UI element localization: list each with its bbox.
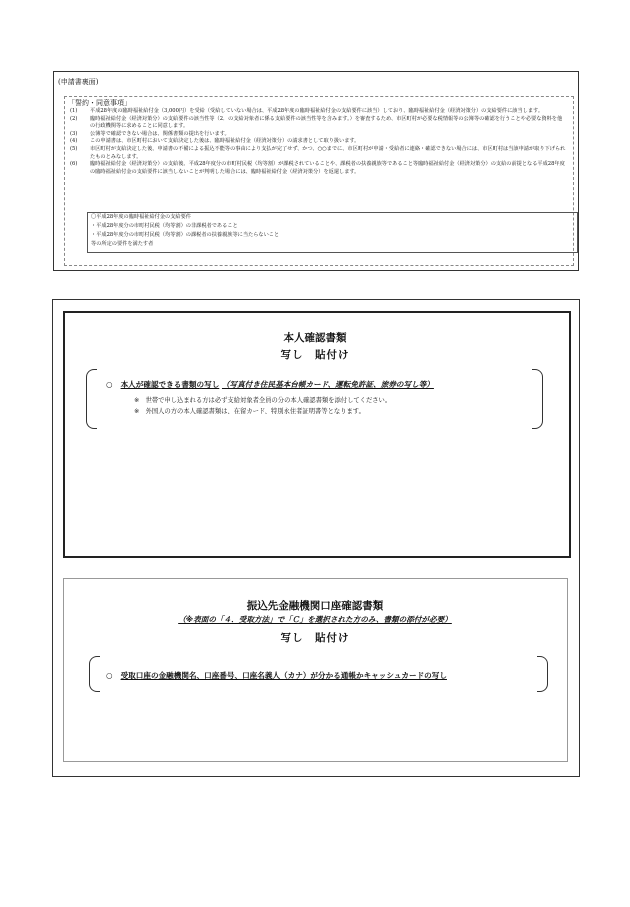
pledge-item-text: 公簿等で確認できない場合は、関係書類の提出を行います。: [90, 130, 230, 137]
bank-document-description: 受取口座の金融機関名、口座番号、口座名義人（カナ）が分かる通帳かキャッシュカードの写し: [120, 671, 447, 680]
condition-line: ・平成28年度分の市町村民税（均等割）の課税者の扶養親族等に当たらないこと: [91, 232, 280, 238]
id-document-examples: （写真付き住民基本台帳カード、運転免許証、旅券の写し等）: [221, 380, 434, 389]
bullet-circle-icon: ○: [106, 380, 113, 389]
bank-document-requirement: [106, 670, 447, 681]
left-bracket: [86, 369, 97, 429]
pledge-item-text: 臨時福祉給付金（経済対策分）の支給要件の該当性等（2．の支給対象者に係る支給要件の該当性等を含みます。）を審査するため、市区町村が必要な税情報等の公簿等の確認を行うことや必要な資料を他の行政機関等に求めることに同意します。: [90, 115, 563, 130]
bank-document-condition: [0, 614, 630, 625]
pledge-list: [70, 108, 566, 176]
pledge-item-number: (5): [70, 145, 78, 152]
form-back-caption: (申請書裏面): [58, 78, 99, 86]
right-bracket: [532, 369, 543, 429]
bullet-circle-icon: ○: [106, 671, 113, 680]
bank-document-title: 振込先金融機関口座確認書類: [246, 600, 384, 612]
pledge-item: [70, 161, 566, 176]
right-bracket: [537, 656, 548, 692]
pledge-item: [70, 116, 566, 131]
pledge-item-text: この申請書は、市区町村において支給決定した後は、臨時福祉給付金（経済対策分）の請求書として取り扱います。: [90, 138, 360, 145]
pledge-item-number: (2): [70, 115, 78, 122]
id-document-label: 本人が確認できる書類の写し: [120, 380, 220, 389]
condition-line: ・平成28年度分の市町村民税（均等割）の非課税者であること: [91, 223, 238, 229]
condition-line: 等の所定の要件を満たす者: [91, 241, 154, 247]
pledge-item-number: (4): [70, 138, 78, 145]
id-document-note: ※ 外国人の方の本人確認書類は、在留カード、特別永住者証明書等となります。: [134, 408, 365, 415]
pledge-item-number: (6): [70, 161, 78, 168]
id-document-note: ※ 世帯で申し込まれる方は必ず支給対象者全員の分の本人確認書類を添付してください。: [134, 397, 392, 404]
id-document-requirement: [106, 379, 434, 390]
pledge-item-number: (1): [70, 108, 78, 114]
bank-document-condition-text: （※表面の「４．受取方法」で「Ｃ」を選択された方のみ、書類の添付が必要）: [178, 615, 452, 624]
pledge-item-text: 平成28年度の臨時福祉給付金（3,000円）を受給（受給していない場合は、平成28年度の臨時福祉給付金の支給要件に該当）しており、臨時福祉給付金（経済対策分）の支給要件に該当します。: [90, 108, 544, 114]
pledge-item-text: 臨時福祉給付金（経済対策分）の支給後、平成28年度分の市町村民税（均等割）が課税されていることや、課税者の扶養親族等であること等臨時福祉給付金（経済対策分）の支給の前提となる平成28年度の臨時福祉給付金の支給要件に該当しないことが判明した場合には、臨時福祉給付金（経済対策分）を返還します。: [90, 161, 565, 175]
pledge-item-text: 市区町村が支給決定した後、申請書の不備による振込不能等の事由により支払が完了せず、かつ、○○までに、市区町村が申請・受給者に連絡・確認できない場合には、市区町村は当該申請が取り下げられたものとみなします。: [90, 145, 566, 160]
condition-line: 〇平成28年度の臨時福祉給付金の支給要件: [91, 214, 191, 220]
id-document-title: 本人確認書類: [283, 332, 347, 344]
pledge-item: [70, 146, 566, 161]
id-document-paste-label: 写し 貼付け: [280, 349, 350, 361]
pledge-item: [70, 108, 566, 116]
eligibility-conditions-box: [87, 212, 578, 253]
pledge-item: [70, 138, 566, 146]
left-bracket: [89, 656, 100, 692]
pledge-title: 「誓約・同意事項」: [68, 99, 131, 107]
bank-document-paste-label: 写し 貼付け: [280, 632, 350, 644]
pledge-item-number: (3): [70, 130, 78, 137]
